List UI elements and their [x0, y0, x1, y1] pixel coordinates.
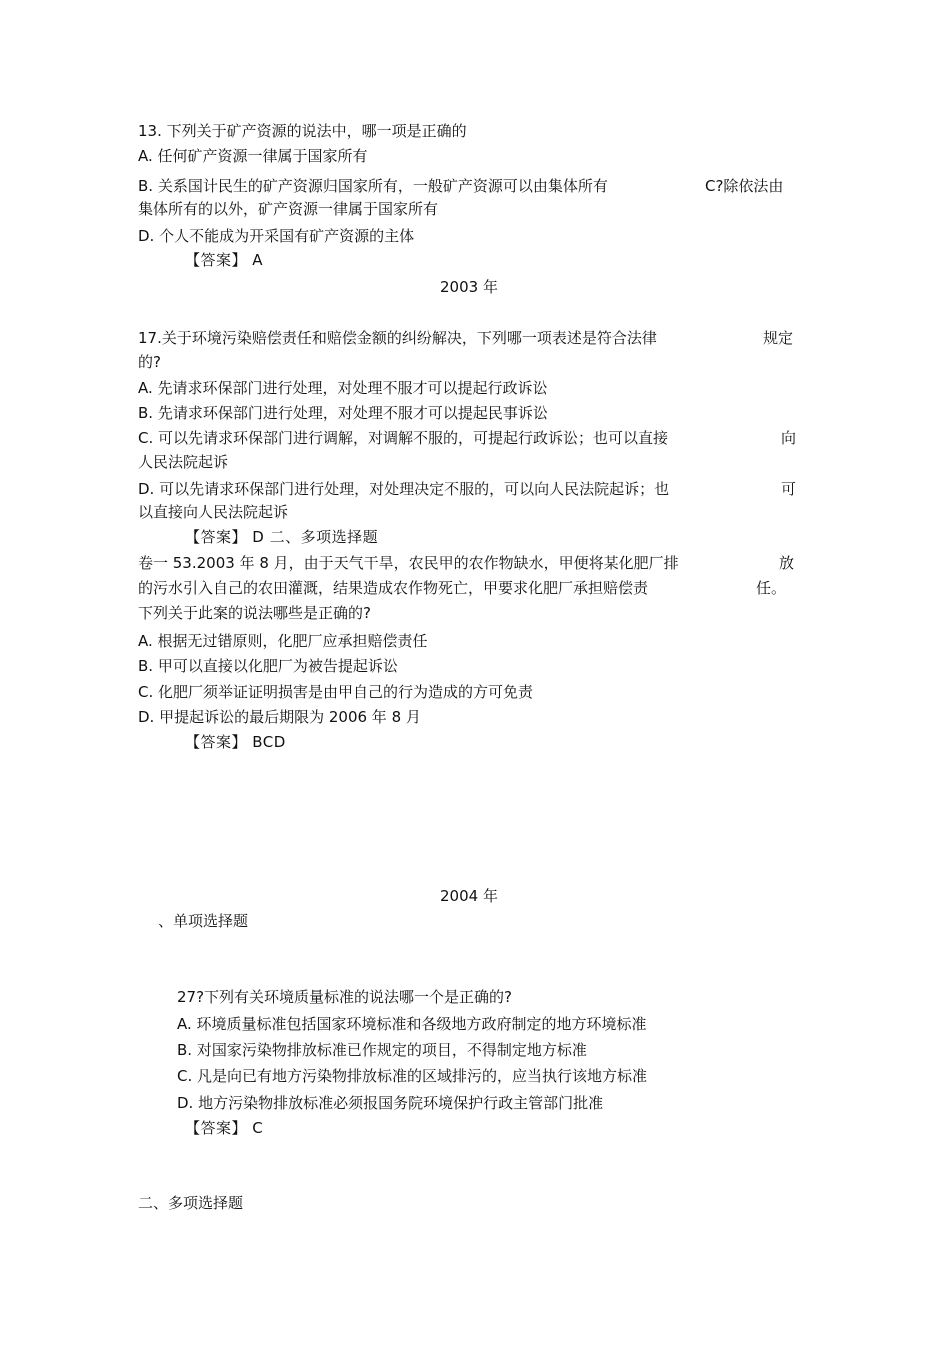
q17-answer: 【答案】 D 二、多项选择题 [185, 528, 379, 546]
q53-line1: 卷一 53.2003 年 8 月，由于天气干旱，农民甲的农作物缺水，甲便将某化肥厂排 [138, 554, 679, 572]
q53-line1-tail: 放 [779, 554, 795, 572]
section-single-choice: 、单项选择题 [158, 912, 249, 930]
q53-answer: 【答案】 BCD [185, 733, 286, 751]
section-multi-choice: 二、多项选择题 [138, 1194, 244, 1212]
q13-stem: 13. 下列关于矿产资源的说法中，哪一项是正确的 [138, 122, 467, 140]
q17-option-c-line1-tail: 向 [781, 429, 797, 447]
q17-stem-line2: 的? [138, 353, 161, 371]
q17-stem-line1: 17.关于环境污染赔偿责任和赔偿金额的纠纷解决，下列哪一项表述是符合法律 [138, 329, 657, 347]
q53-option-c: C. 化肥厂须举证证明损害是由甲自己的行为造成的方可免责 [138, 683, 534, 701]
q17-option-d-line2: 以直接向人民法院起诉 [138, 503, 289, 521]
q13-option-a: A. 任何矿产资源一律属于国家所有 [138, 147, 368, 165]
q53-line3: 下列关于此案的说法哪些是正确的? [138, 604, 371, 622]
year-2003-heading: 2003 年 [440, 278, 498, 296]
q27-option-d: D. 地方污染物排放标准必须报国务院环境保护行政主管部门批准 [177, 1094, 604, 1112]
q53-line2: 的污水引入自己的农田灌溉，结果造成农作物死亡，甲要求化肥厂承担赔偿责 [138, 579, 649, 597]
q17-option-a: A. 先请求环保部门进行处理，对处理不服才可以提起行政诉讼 [138, 379, 548, 397]
q17-option-c-line2: 人民法院起诉 [138, 453, 229, 471]
q13-option-b: B. 关系国计民生的矿产资源归国家所有，一般矿产资源可以由集体所有 [138, 177, 608, 195]
q13-option-d: D. 个人不能成为开采国有矿产资源的主体 [138, 227, 415, 245]
q27-option-a: A. 环境质量标准包括国家环境标准和各级地方政府制定的地方环境标准 [177, 1015, 647, 1033]
q17-option-c-line1: C. 可以先请求环保部门进行调解，对调解不服的，可提起行政诉讼；也可以直接 [138, 429, 669, 447]
q17-stem-line1-tail: 规定 [763, 329, 794, 347]
q27-stem: 27?下列有关环境质量标准的说法哪一个是正确的? [177, 988, 513, 1006]
q17-option-d-line1-tail: 可 [781, 480, 797, 498]
q27-option-b: B. 对国家污染物排放标准已作规定的项目，不得制定地方标准 [177, 1041, 587, 1059]
q13-option-c-head: C?除依法由 [705, 177, 784, 195]
q53-option-a: A. 根据无过错原则，化肥厂应承担赔偿责任 [138, 632, 428, 650]
q27-answer: 【答案】 C [185, 1119, 264, 1137]
q53-line2-tail: 任。 [756, 579, 787, 597]
q17-option-d-line1: D. 可以先请求环保部门进行处理，对处理决定不服的，可以向人民法院起诉；也 [138, 480, 670, 498]
q27-option-c: C. 凡是向已有地方污染物排放标准的区域排污的，应当执行该地方标准 [177, 1067, 648, 1085]
q53-option-b: B. 甲可以直接以化肥厂为被告提起诉讼 [138, 657, 398, 675]
q17-option-b: B. 先请求环保部门进行处理，对处理不服才可以提起民事诉讼 [138, 404, 548, 422]
year-2004-heading: 2004 年 [440, 887, 498, 905]
q53-option-d: D. 甲提起诉讼的最后期限为 2006 年 8 月 [138, 708, 421, 726]
q13-option-c-tail: 集体所有的以外，矿产资源一律属于国家所有 [138, 200, 439, 218]
q13-answer: 【答案】 A [185, 251, 264, 269]
